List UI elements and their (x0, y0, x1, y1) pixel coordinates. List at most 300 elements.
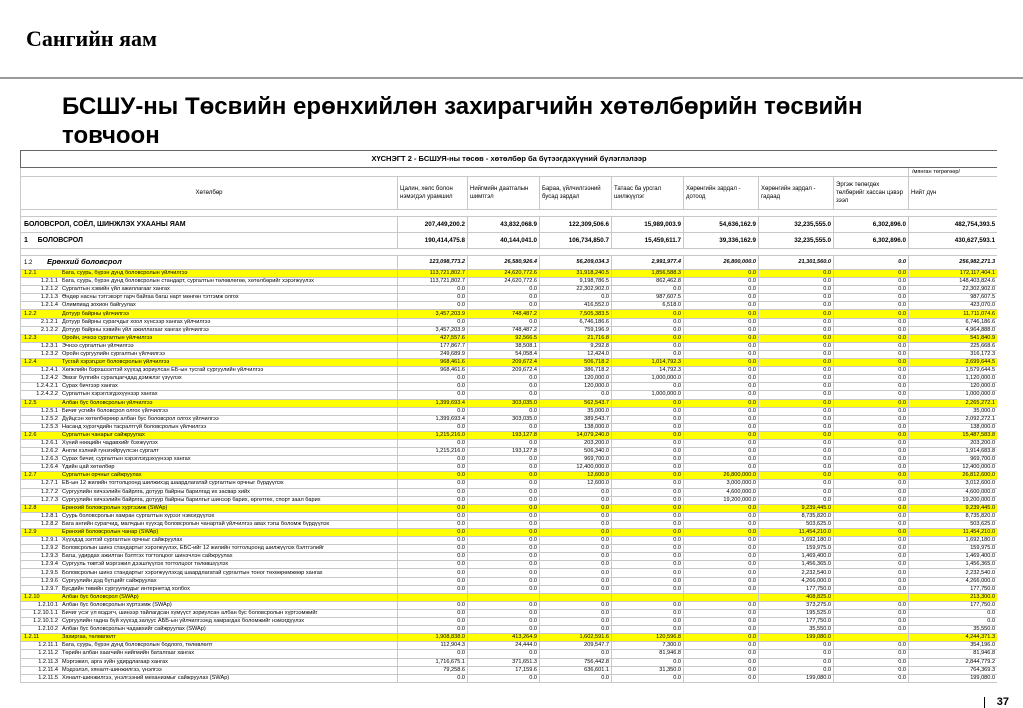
cell-value (540, 593, 612, 601)
table-row (21, 375, 998, 383)
cell-value: 120,000.0 (540, 375, 612, 383)
row-label (21, 270, 398, 278)
table-row (21, 553, 998, 561)
table-row (21, 472, 998, 480)
table-row (21, 545, 998, 553)
cell-value: 2,232,540.0 (759, 569, 834, 577)
program-value: 15,459,611.7 (612, 233, 684, 249)
cell-value: 0.0 (684, 415, 759, 423)
cell-value: 0.0 (612, 472, 684, 480)
cell-value: 35,000.0 (909, 407, 998, 415)
row-code: 1.2.10 (24, 593, 40, 600)
row-label (21, 626, 398, 634)
cell-value: 427,557.6 (398, 334, 468, 342)
cell-value: 0.0 (468, 569, 540, 577)
cell-value: 0.0 (398, 439, 468, 447)
slide-title: БСШУ-ны Төсвийн ерөнхийлөн захирагчийн хөтөлбөрийн төсвийн товчоон (62, 93, 863, 149)
row-label (21, 294, 398, 302)
row-label (21, 310, 398, 318)
cell-value: 0.0 (612, 658, 684, 666)
cell-value: 0.0 (834, 310, 909, 318)
subprogram-value: 0.0 (834, 256, 909, 270)
cell-value: 0.0 (834, 618, 909, 626)
cell-value: 0.0 (468, 585, 540, 593)
row-name: Боловсролын шинэ стандартыг хэрэгжүүлэх, ЕБС-ийг 12 жилийн тогтолцоонд шилжүүлэх бэлтгэлийг (62, 545, 325, 552)
row-label (21, 634, 398, 642)
cell-value: 759,196.9 (540, 326, 612, 334)
column-header: Бараа, үйлчилгээний бусад зардал (540, 177, 612, 210)
row-name: Бага, суурь, бүрэн дунд боловсролын стандарт, сургалтын төлөвлөгөө, хөтөлбөрийг хэрэгжүүлэх (62, 278, 314, 285)
cell-value: 0.0 (468, 561, 540, 569)
cell-value: 12,400,000.0 (540, 464, 612, 472)
row-label (21, 342, 398, 350)
table-row (21, 399, 998, 407)
cell-value: 0.0 (684, 423, 759, 431)
cell-value: 2,844,779.2 (909, 658, 998, 666)
cell-value: 8,735,820.0 (909, 512, 998, 520)
cell-value: 0.0 (398, 609, 468, 617)
cell-value: 0.0 (834, 278, 909, 286)
cell-value: 0.0 (612, 577, 684, 585)
cell-value: 0.0 (468, 512, 540, 520)
cell-value: 0.0 (684, 375, 759, 383)
table-row (21, 350, 998, 358)
cell-value: 120,596.8 (612, 634, 684, 642)
cell-value: 4,266,000.0 (759, 577, 834, 585)
cell-value: 0.0 (398, 488, 468, 496)
row-code: 1.2.1.3 (40, 294, 58, 301)
cell-value: 0.0 (684, 634, 759, 642)
subprogram-value: 26,800,000.0 (684, 256, 759, 270)
cell-value: 12,600.0 (540, 472, 612, 480)
cell-value: 4,600,000.0 (684, 488, 759, 496)
cell-value: 0.0 (834, 561, 909, 569)
cell-value: 54,058.4 (468, 350, 540, 358)
cell-value: 0.0 (468, 383, 540, 391)
cell-value: 1,456,365.0 (759, 561, 834, 569)
cell-value: 0.0 (759, 359, 834, 367)
cell-value: 0.0 (759, 278, 834, 286)
cell-value: 0.0 (468, 504, 540, 512)
cell-value: 0.0 (759, 650, 834, 658)
program-value: 39,336,162.9 (684, 233, 759, 249)
row-name: ЕБ-ын 12 жилийн тогтолцоонд шилжихэд шаардлагатай сургалтын орчныг бүрдүүлэх (62, 480, 284, 487)
row-label (21, 480, 398, 488)
cell-value: 138,000.0 (540, 423, 612, 431)
cell-value: 0.0 (468, 626, 540, 634)
cell-value: 0.0 (540, 601, 612, 609)
row-label (21, 520, 398, 528)
row-name: Сургуулийн гадна бүй хүүхэд залуус АББ-ын үйлчилгээнд хамрагдах боломжийг нэмэгдүүлэх (62, 618, 305, 625)
cell-value: 35,550.0 (759, 626, 834, 634)
row-label (21, 318, 398, 326)
cell-value: 1,602,591.6 (540, 634, 612, 642)
cell-value: 0.0 (684, 342, 759, 350)
cell-value: 0.0 (684, 318, 759, 326)
cell-value: 24,620,772.6 (468, 270, 540, 278)
row-code: 1.2.11.4 (38, 666, 58, 673)
ministry-value: 43,832,068.9 (468, 217, 540, 233)
cell-value: 0.0 (612, 529, 684, 537)
row-code: 1.2.7.1 (40, 480, 58, 487)
cell-value: 354,196.0 (909, 642, 998, 650)
cell-value: 0.0 (398, 585, 468, 593)
cell-value: 0.0 (759, 439, 834, 447)
cell-value: 199,080.0 (759, 634, 834, 642)
cell-value: 0.0 (834, 383, 909, 391)
cell-value: 195,525.0 (759, 609, 834, 617)
cell-value: 0.0 (398, 626, 468, 634)
cell-value (834, 634, 909, 642)
subprogram-value: 21,301,560.0 (759, 256, 834, 270)
cell-value: 0.0 (398, 504, 468, 512)
row-code: 1.2.7.2 (40, 488, 58, 495)
cell-value: 203,200.0 (540, 439, 612, 447)
table-row (21, 278, 998, 286)
cell-value: 0.0 (759, 286, 834, 294)
row-label (21, 448, 398, 456)
cell-value: 1,000,000.0 (612, 375, 684, 383)
ministry-value: 482,754,393.5 (909, 217, 998, 233)
cell-value: 0.0 (398, 537, 468, 545)
cell-value: 503,625.0 (909, 520, 998, 528)
cell-value: 7,300.0 (612, 642, 684, 650)
cell-value: 0.0 (759, 294, 834, 302)
cell-value: 423,070.0 (909, 302, 998, 310)
cell-value: 0.0 (468, 553, 540, 561)
row-code: 1.2.9.5 (40, 569, 58, 576)
cell-value: 862,462.8 (612, 278, 684, 286)
cell-value: 0.0 (684, 618, 759, 626)
row-label (21, 302, 398, 310)
cell-value: 0.0 (834, 520, 909, 528)
cell-value: 748,487.2 (468, 310, 540, 318)
row-code: 1.2.7 (24, 472, 37, 479)
cell-value: 148,403,824.6 (909, 278, 998, 286)
table-caption: ХҮСНЭГТ 2 - БСШУЯ-ны төсөв - хөтөлбөр ба бүтээгдэхүүний бүлэглэлээр (21, 151, 998, 168)
program-total-row (21, 233, 998, 249)
cell-value: 0.0 (759, 350, 834, 358)
cell-value: 0.0 (398, 553, 468, 561)
table-row (21, 448, 998, 456)
table-row (21, 359, 998, 367)
cell-value: 0.0 (834, 650, 909, 658)
cell-value: 0.0 (612, 480, 684, 488)
cell-value: 0.0 (834, 399, 909, 407)
row-code: 1.2.10.1 (37, 601, 58, 608)
cell-value: 0.0 (468, 302, 540, 310)
cell-value: 0.0 (684, 537, 759, 545)
cell-value: 0.0 (468, 601, 540, 609)
cell-value: 0.0 (398, 456, 468, 464)
cell-value: 373,275.0 (759, 601, 834, 609)
cell-value: 0.0 (834, 464, 909, 472)
cell-value: 0.0 (759, 642, 834, 650)
cell-value: 0.0 (612, 318, 684, 326)
cell-value: 9,239,445.0 (909, 504, 998, 512)
table-row (21, 367, 998, 375)
cell-value: 0.0 (759, 480, 834, 488)
row-name: Сургуулийн дэд бүтцийг сайжруулах (62, 577, 157, 584)
row-label (21, 666, 398, 674)
cell-value: 0.0 (540, 553, 612, 561)
cell-value: 0.0 (540, 512, 612, 520)
row-code: 1.2.6.2 (40, 448, 58, 455)
row-code: 1.2.11 (24, 634, 40, 641)
row-name: Мэргэжил, арга зүйн удирдлагаар хангах (62, 658, 168, 665)
cell-value: 0.0 (834, 350, 909, 358)
table-row (21, 666, 998, 674)
cell-value: 0.0 (468, 439, 540, 447)
cell-value: 968,461.6 (398, 359, 468, 367)
cell-value: 969,700.0 (540, 456, 612, 464)
program-name: БОЛОВСРОЛ (37, 237, 83, 244)
row-label (21, 464, 398, 472)
row-code: 2.1.2.2 (40, 326, 58, 333)
column-header: Татаас ба урсгал шилжүүлэг (612, 177, 684, 210)
subprogram-value: 2,991,977.4 (612, 256, 684, 270)
row-code: 1.2.6.1 (40, 440, 58, 447)
row-label (21, 334, 398, 342)
cell-value: 177,750.0 (759, 585, 834, 593)
cell-value: 0.0 (398, 464, 468, 472)
program-value: 430,627,593.1 (909, 233, 998, 249)
cell-value: 0.0 (834, 553, 909, 561)
cell-value: 0.0 (468, 520, 540, 528)
row-name: Хяналт-шинжилгээ, үнэлгээний механизмыг сайжруулах (SWAp) (62, 674, 230, 681)
row-code: 1.2.4.1 (40, 367, 58, 374)
table-row (21, 561, 998, 569)
row-label (21, 674, 398, 682)
cell-value: 8,735,820.0 (759, 512, 834, 520)
row-code: 1.2.9.1 (40, 537, 58, 544)
row-label (21, 278, 398, 286)
table-row (21, 520, 998, 528)
row-label (21, 415, 398, 423)
cell-value: 0.0 (834, 666, 909, 674)
cell-value: 0.0 (468, 545, 540, 553)
row-name: Насанд хүрэгчдийн тасралтгүй боловсролын үйлчилгээ (62, 423, 207, 430)
cell-value: 22,302,902.0 (540, 286, 612, 294)
cell-value: 0.0 (684, 577, 759, 585)
row-name: Боловсролын шинэ стандартыг хэрэгжүүлэхэд шаардлагатай сургалтын тоног төхөөрөмжөөр хангах (62, 569, 323, 576)
cell-value: 748,487.2 (468, 326, 540, 334)
cell-value: 0.0 (759, 456, 834, 464)
subprogram-value: 123,098,773.2 (398, 256, 468, 270)
cell-value: 0.0 (398, 674, 468, 682)
cell-value: 0.0 (612, 561, 684, 569)
cell-value: 0.0 (398, 391, 468, 399)
cell-value: 0.0 (759, 326, 834, 334)
row-name: Эчнээ сургалтын үйлчилгээ (62, 342, 134, 349)
subprogram-label (21, 256, 398, 270)
cell-value: 26,812,600.0 (909, 472, 998, 480)
row-label (21, 561, 398, 569)
cell-value: 0.0 (834, 270, 909, 278)
cell-value: 0.0 (398, 318, 468, 326)
row-name: Үдийн цай хөтөлбөр (62, 464, 115, 471)
cell-value: 0.0 (612, 456, 684, 464)
cell-value: 0.0 (684, 650, 759, 658)
cell-value: 0.0 (540, 650, 612, 658)
row-label (21, 359, 398, 367)
cell-value: 0.0 (398, 650, 468, 658)
cell-value: 0.0 (540, 529, 612, 537)
table-row (21, 642, 998, 650)
row-code: 2.1.2.1 (40, 318, 58, 325)
cell-value: 0.0 (612, 504, 684, 512)
cell-value: 0.0 (684, 504, 759, 512)
cell-value (612, 593, 684, 601)
cell-value: 0.0 (759, 310, 834, 318)
subprogram-value: 26,580,926.4 (468, 256, 540, 270)
row-label (21, 553, 398, 561)
subprogram-code: 1.2 (24, 260, 33, 266)
cell-value: 408,825.0 (759, 593, 834, 601)
cell-value: 209,672.4 (468, 367, 540, 375)
cell-value: 1,399,693.4 (398, 415, 468, 423)
row-name: Оройн, эчнээ сургалтын үйлчилгээ (62, 334, 153, 341)
row-label (21, 399, 398, 407)
row-label (21, 472, 398, 480)
row-code: 1.2.11.1 (38, 642, 58, 649)
row-code: 1.2.9.4 (40, 561, 58, 568)
row-label (21, 488, 398, 496)
cell-value: 9,292.8 (540, 342, 612, 350)
cell-value: 0.0 (834, 658, 909, 666)
cell-value: 0.0 (834, 642, 909, 650)
cell-value: 0.0 (540, 674, 612, 682)
cell-value: 35,000.0 (540, 407, 612, 415)
column-header: Хөтөлбөр (21, 177, 398, 210)
row-label (21, 585, 398, 593)
cell-value: 0.0 (759, 448, 834, 456)
cell-value: 203,200.0 (909, 439, 998, 447)
cell-value: 0.0 (834, 585, 909, 593)
cell-value: 0.0 (540, 577, 612, 585)
cell-value: 0.0 (834, 423, 909, 431)
cell-value: 17,159.6 (468, 666, 540, 674)
table-row (21, 650, 998, 658)
row-label (21, 609, 398, 617)
table-row (21, 270, 998, 278)
row-label (21, 391, 398, 399)
cell-value: 0.0 (612, 496, 684, 504)
cell-value: 0.0 (540, 537, 612, 545)
cell-value: 0.0 (398, 407, 468, 415)
cell-value: 0.0 (684, 569, 759, 577)
row-label (21, 642, 398, 650)
cell-value: 0.0 (834, 294, 909, 302)
row-code: 1.2.10.1.2 (33, 618, 58, 625)
table-row (21, 488, 998, 496)
cell-value: 159,975.0 (909, 545, 998, 553)
cell-value: 0.0 (684, 545, 759, 553)
cell-value: 0.0 (612, 439, 684, 447)
row-label (21, 367, 398, 375)
cell-value: 0.0 (834, 439, 909, 447)
program-value: 190,414,475.8 (398, 233, 468, 249)
cell-value: 0.0 (834, 415, 909, 423)
row-code: 1.2.4.2.2 (36, 391, 58, 398)
cell-value: 0.0 (684, 439, 759, 447)
row-code: 1.2.3.1 (40, 342, 58, 349)
row-name: Англи хэлний гүнзгийрүүлсэн сургалт (62, 448, 159, 455)
row-label (21, 658, 398, 666)
cell-value (398, 593, 468, 601)
cell-value: 0.0 (684, 658, 759, 666)
row-label (21, 577, 398, 585)
cell-value: 0.0 (684, 399, 759, 407)
row-label (21, 407, 398, 415)
cell-value: 0.0 (834, 431, 909, 439)
cell-value: 15,487,583.8 (909, 431, 998, 439)
cell-value: 11,454,210.0 (759, 529, 834, 537)
cell-value: 22,302,902.0 (909, 286, 998, 294)
table-row (21, 601, 998, 609)
cell-value: 1,456,365.0 (909, 561, 998, 569)
cell-value: 0.0 (468, 674, 540, 682)
row-name: Бусдийн төвийн сургуулиудыг интернетэд холбох (62, 585, 190, 592)
cell-value: 0.0 (834, 326, 909, 334)
cell-value: 14,792.3 (612, 367, 684, 375)
cell-value: 199,080.0 (909, 674, 998, 682)
unit-label: /мянган төгрөгөөр/ (909, 168, 998, 177)
row-name: Өндөр насны тэтгэвэрт гарч байгаа багш нарт мөнгөн тэтгэмж олгох (62, 294, 239, 301)
table-row (21, 326, 998, 334)
cell-value: 0.0 (398, 577, 468, 585)
cell-value: 0.0 (684, 367, 759, 375)
cell-value: 4,244,371.3 (909, 634, 998, 642)
row-code: 1.2.5.3 (40, 423, 58, 430)
cell-value: 0.0 (612, 601, 684, 609)
cell-value: 79,258.6 (398, 666, 468, 674)
row-code: 1.2.1.2 (40, 286, 58, 293)
cell-value: 0.0 (612, 618, 684, 626)
cell-value: 0.0 (684, 585, 759, 593)
cell-value: 416,552.0 (540, 302, 612, 310)
row-code: 1.2.11.2 (38, 650, 58, 657)
cell-value: 969,700.0 (909, 456, 998, 464)
cell-value: 0.0 (684, 310, 759, 318)
table-row (21, 334, 998, 342)
cell-value: 11,454,210.0 (909, 529, 998, 537)
row-code: 1.2.3 (24, 334, 37, 341)
cell-value (834, 593, 909, 601)
row-code: 1.2.9.6 (40, 577, 58, 584)
cell-value: 0.0 (612, 553, 684, 561)
cell-value: 0.0 (612, 342, 684, 350)
cell-value: 225,668.6 (909, 342, 998, 350)
cell-value: 0.0 (612, 423, 684, 431)
row-label (21, 504, 398, 512)
ministry-label: БОЛОВСРОЛ, СОЁЛ, ШИНЖЛЭХ УХААНЫ ЯАМ (21, 217, 398, 233)
table-row (21, 407, 998, 415)
cell-value: 19,200,000.0 (684, 496, 759, 504)
cell-value: 0.0 (834, 286, 909, 294)
table-row (21, 529, 998, 537)
cell-value: 0.0 (468, 318, 540, 326)
program-value: 106,734,850.7 (540, 233, 612, 249)
row-label (21, 601, 398, 609)
row-code: 1.2.5.1 (40, 407, 58, 414)
row-name: Бичиг үсгийн боловсрол олгох үйлчилгээ (62, 407, 168, 414)
cell-value: 0.0 (834, 456, 909, 464)
cell-value: 0.0 (684, 286, 759, 294)
cell-value: 0.0 (612, 520, 684, 528)
cell-value: 0.0 (468, 286, 540, 294)
cell-value: 1,000,000.0 (909, 391, 998, 399)
